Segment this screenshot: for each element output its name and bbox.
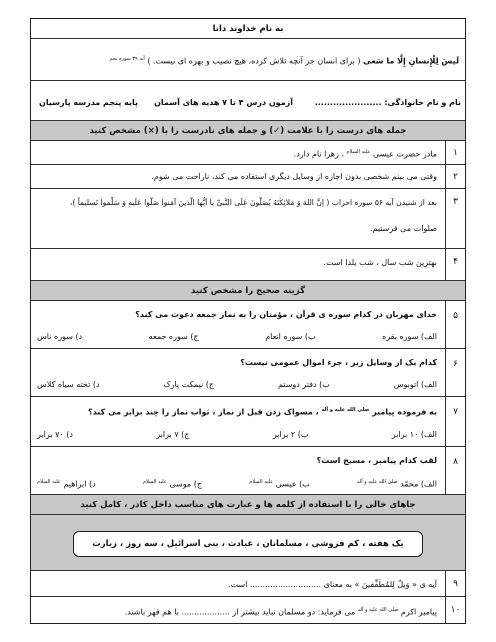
question-text: بعد از شنیدن آیه ۵۶ سوره احزاب ( اِنَّ اللهَ وَ مَلائِکَتَهُ یُصَلّونَ عَلَی النَّبیِّ یا اَیُّها الَّذینَ آمَنوا صَلّوا عَلَیهِ وَ سَلِّموا تَسلیماً )،	[69, 198, 437, 207]
question-text: به فرموده پیامبر $^{صلی الله علیه و آله}$ ، مسواک زدن قبل از نماز ، ثواب نماز را چند برابر می کند؟	[88, 407, 437, 417]
question-text-continued: صلوات می فرستیم.	[369, 224, 437, 233]
question-number: ۷	[445, 397, 465, 446]
option-c: ج) نیمکت پارک	[163, 380, 215, 389]
option-c: ج) ۷ برابر	[156, 430, 190, 439]
option-a: الف) سوره بقره	[382, 332, 437, 341]
option-b: ب) سوره انعام	[265, 332, 316, 341]
verse-line	[109, 54, 459, 67]
section3-header: جاهای خالی را با استفاده از کلمه ها و عبارت های مناسب داخل کادر ، کامل کنید	[31, 495, 465, 515]
option-c: ج) سوره جمعه	[148, 332, 199, 341]
option-d: د) تخته سیاه کلاس	[37, 380, 100, 389]
options-row	[37, 429, 437, 440]
question-number: ۲	[445, 165, 465, 188]
option-a: الف) اتوبوس	[393, 380, 437, 389]
question-text: پیامبر اکرم $^{صلی الله علیه و آله}$ می فرماید: دو مسلمان نباید بیشتر از ................... با هم قهر باشند.	[124, 607, 437, 617]
question-number: ۹	[445, 571, 465, 596]
question-text: بهترین شب سال ، شب یلدا است.	[323, 258, 437, 267]
options-row	[37, 477, 437, 490]
question-row	[31, 349, 465, 397]
option-a: الف) ۱۰ برابر	[391, 430, 437, 439]
exam-sheet	[30, 18, 466, 624]
question-text: آیه ی « وَیلٌ لِلمُطَفِّفینَ » به معنای ............................ است.	[228, 580, 437, 589]
options-row	[37, 331, 437, 342]
section2-header: گزینه صحیح را مشخص کنید	[31, 281, 465, 301]
question-text: کدام یک از وسایل زیر ، جزء اموال عمومی نیست؟	[240, 358, 437, 367]
question-number: ۸	[445, 447, 465, 494]
word-bank-row	[31, 515, 465, 571]
option-b: ب) عیسی $^{علیه السلام}$	[249, 479, 310, 489]
question-number: ۴	[445, 249, 465, 280]
verse-row	[31, 39, 465, 81]
question-number: ۱	[445, 141, 465, 164]
question-text: مادر حضرت عیسی $^{علیه السلام}$ ، زهرا نام دارد.	[293, 149, 437, 159]
question-row	[31, 397, 465, 447]
option-d: د) ۷۰ برابر	[37, 430, 73, 439]
option-a: الف) محمّد $^{صلی الله علیه و آله}$	[357, 479, 437, 489]
question-text: وقتی می بینم شخصی بدون اجازه از وسایل دیگری استفاده می کند، ناراحت می شوم.	[151, 172, 437, 181]
question-number: ۱۰	[445, 597, 465, 623]
option-d: د) سوره ناس	[37, 332, 83, 341]
question-row	[31, 301, 465, 349]
page-title: به نام خداوند دانا	[212, 24, 284, 34]
word-bank: یک هفته ، کم فروشی ، مسلمانان ، عبادت ، بنی اسرائیل ، سه روز ، زیارت	[73, 531, 423, 557]
question-row	[31, 165, 465, 189]
school-name: پایه پنجم مدرسه پارسیان	[39, 98, 139, 107]
student-name-field: نام و نام خانوادگی: ......................	[314, 98, 461, 107]
question-number: ۳	[445, 189, 465, 248]
question-number: ۶	[445, 349, 465, 396]
question-row	[31, 249, 465, 281]
question-row	[31, 141, 465, 165]
verse-arabic: لَيسَ لِلْإِنسانِ إِلَّا ما سَعى	[363, 56, 459, 66]
options-row	[37, 379, 437, 390]
verse-translation: ( برای انسان جز آنچه تلاش کرده، هیچ نصیب و بهره ای نیست. )	[147, 56, 361, 66]
question-row	[31, 597, 465, 623]
verse-reference: آیه ۳۹ سوره نجم	[109, 56, 145, 62]
exam-title: آزمون درس ۴ تا ۷ هدیه های آسمان	[154, 98, 293, 107]
option-c: ج) موسی $^{علیه السلام}$	[142, 479, 202, 489]
option-b: ب) دفتر دوستم	[277, 380, 330, 389]
question-row	[31, 571, 465, 597]
question-text: لقب کدام پیامبر ، مسیح است؟	[316, 456, 437, 465]
question-number: ۵	[445, 301, 465, 348]
option-b: ب) ۲ برابر	[272, 430, 309, 439]
option-d: د) ابراهیم $^{علیه السلام}$	[37, 479, 96, 489]
question-row	[31, 447, 465, 495]
header-title-row	[31, 19, 465, 39]
question-row	[31, 189, 465, 249]
info-row	[31, 81, 465, 121]
question-text: خدای مهربان در کدام سوره ی قرآن ، مؤمنان را به نماز جمعه دعوت می کند؟	[135, 310, 437, 319]
section1-header: جمله های درست را با علامت (✓) و جمله های نادرست را با (×) مشخص کنید	[31, 121, 465, 141]
